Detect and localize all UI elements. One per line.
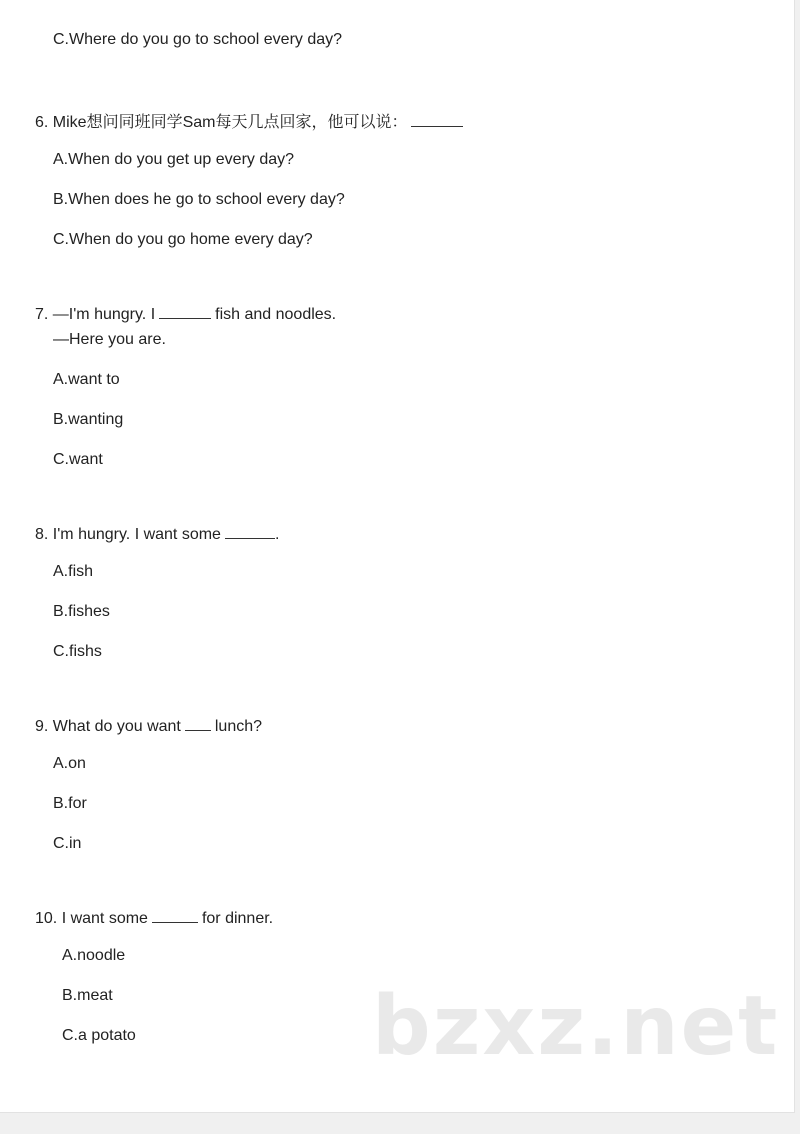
- q8-option-c: C.fishs: [53, 643, 102, 660]
- q8-answer-blank: [225, 522, 275, 539]
- q6-stem: [35, 110, 467, 133]
- q10-stem-after: for dinner.: [201, 910, 274, 927]
- q6-stem-text: 6. Mike想问同班同学Sam每天几点回家，他可以说：: [35, 114, 408, 131]
- q7-stem-after: fish and noodles.: [215, 306, 337, 323]
- q7-option-b: B.wanting: [53, 411, 124, 428]
- q6-answer-blank: [411, 110, 463, 127]
- q8-option-a: A.fish: [53, 563, 94, 580]
- q9-answer-blank: [185, 714, 211, 731]
- q6-option-c: C.When do you go home every day?: [53, 231, 313, 248]
- q10-stem: [35, 906, 273, 929]
- q8-stem-before: 8. I'm hungry. I want some: [35, 526, 221, 543]
- q7-answer-blank: [159, 302, 211, 319]
- q8-option-b: B.fishes: [53, 603, 110, 620]
- q6-option-a: A.When do you get up every day?: [53, 151, 295, 168]
- q9-stem-after: lunch?: [214, 718, 263, 735]
- q6-option-b: B.When does he go to school every day?: [53, 191, 345, 208]
- q9-stem: [35, 714, 262, 737]
- q7-option-c: C.want: [53, 451, 103, 468]
- q9-stem-before: 9. What do you want: [35, 718, 181, 735]
- q9-option-b: B.for: [53, 795, 87, 812]
- q8-stem-after: .: [274, 526, 280, 543]
- q7-stem-line2: —Here you are.: [53, 331, 166, 348]
- q9-option-a: A.on: [53, 755, 86, 772]
- q7-stem: [35, 302, 336, 325]
- q10-answer-blank: [152, 906, 198, 923]
- q10-option-b: B.meat: [62, 987, 113, 1004]
- q5-option-c: C.Where do you go to school every day?: [53, 31, 343, 48]
- watermark-logo: bzxz.net: [372, 979, 780, 1074]
- q10-stem-before: 10. I want some: [35, 910, 148, 927]
- q10-option-a: A.noodle: [62, 947, 126, 964]
- q8-stem: [35, 522, 279, 545]
- q10-option-c: C.a potato: [62, 1027, 136, 1044]
- q9-option-c: C.in: [53, 835, 82, 852]
- q7-option-a: A.want to: [53, 371, 120, 388]
- q7-stem-before: 7. —I'm hungry. I: [35, 306, 156, 323]
